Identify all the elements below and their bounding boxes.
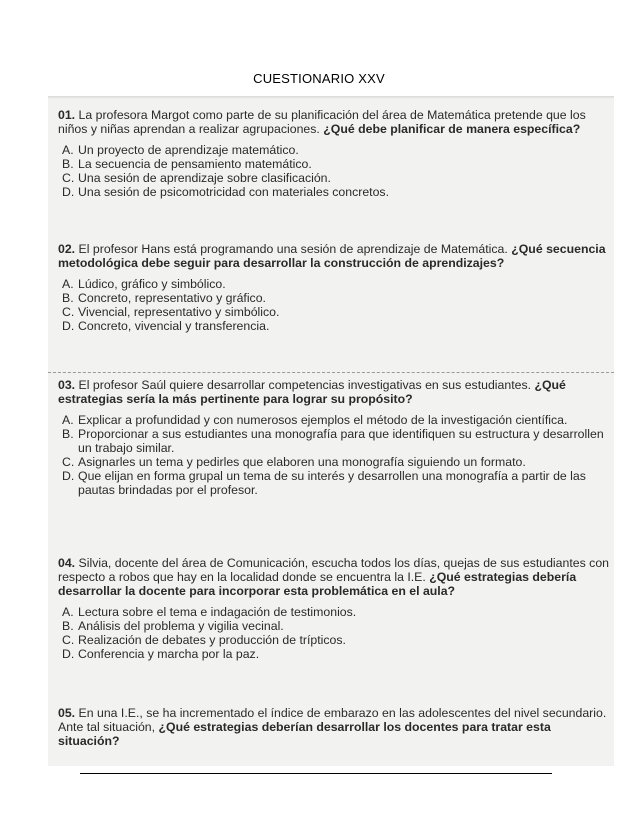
- option-a: A. Lúdico, gráfico y simbólico.: [62, 277, 226, 291]
- options-list: [58, 605, 610, 661]
- question-stem: El profesor Saúl quiere desarrollar competencias investigativas en sus estudiantes.: [78, 378, 532, 392]
- option-b: B. Análisis del problema y vigilia vecinal.: [62, 619, 284, 633]
- question-01: [58, 108, 610, 199]
- option-c: C. Asignarles un tema y pedirles que elaboren una monografía siguiendo un formato.: [62, 455, 526, 469]
- option-d: D. Concreto, vivencial y transferencia.: [62, 319, 270, 333]
- option-c: C. Realización de debates y producción de trípticos.: [62, 633, 346, 647]
- footer-line: [80, 773, 552, 774]
- option-a: A. Lectura sobre el tema e indagación de testimonios.: [62, 605, 357, 619]
- question-prompt: ¿Qué estrategias deberían desarrollar los docentes para tratar esta situación?: [58, 720, 551, 748]
- option-c: C. Vivencial, representativo y simbólico.: [62, 305, 280, 319]
- option-d: D. Una sesión de psicomotricidad con materiales concretos.: [62, 185, 389, 199]
- question-prompt: ¿Qué estrategias debería desarrollar la docente para incorporar esta problemática en el aula?: [58, 570, 577, 598]
- options-list: [58, 143, 610, 199]
- option-d: D. Que elijan en forma grupal un tema de su interés y desarrollen una monografía a partir de las pautas brindadas por el profesor.: [62, 469, 586, 497]
- option-a: A. Un proyecto de aprendizaje matemático.: [62, 143, 299, 157]
- question-prompt: ¿Qué secuencia metodológica debe seguir para desarrollar la construcción de aprendizajes?: [58, 242, 606, 270]
- question-number: 02.: [58, 242, 76, 256]
- question-04: [58, 556, 610, 661]
- option-a: A. Explicar a profundidad y con numerosos ejemplos el método de la investigación científica.: [62, 413, 568, 427]
- question-number: 01.: [58, 108, 76, 122]
- question-stem: La profesora Margot como parte de su planificación del área de Matemática pretende que los niños y niñas aprendan a realizar agrupaciones.: [58, 108, 586, 136]
- option-b: B. Concreto, representativo y gráfico.: [62, 291, 266, 305]
- question-05: [58, 706, 610, 748]
- question-number: 04.: [58, 556, 76, 570]
- question-stem: En una I.E., se ha incrementado el índice de embarazo en las adolescentes del nivel secundario. Ante tal situación,: [58, 706, 607, 734]
- option-d: D. Conferencia y marcha por la paz.: [62, 647, 260, 661]
- question-stem: Silvia, docente del área de Comunicación, escucha todos los días, quejas de sus estudiantes con respecto a robos que hay en la localidad donde se encuentra la I.E.: [58, 556, 609, 584]
- section-divider: [48, 372, 614, 373]
- question-number: 03.: [58, 378, 76, 392]
- question-number: 05.: [58, 706, 76, 720]
- question-prompt: ¿Qué estrategias sería la más pertinente para lograr su propósito?: [58, 378, 566, 406]
- question-stem: El profesor Hans está programando una sesión de aprendizaje de Matemática.: [78, 242, 508, 256]
- option-b: B. Proporcionar a sus estudiantes una monografía para que identifiquen su estructura y desarrollen un trabajo similar.: [62, 427, 604, 455]
- question-03: [58, 378, 610, 497]
- options-list: [58, 413, 610, 497]
- options-list: [58, 277, 610, 333]
- option-b: B. La secuencia de pensamiento matemático.: [62, 157, 312, 171]
- scanned-questionnaire: [48, 96, 614, 766]
- question-prompt: ¿Qué debe planificar de manera específica?: [323, 122, 581, 136]
- question-02: [58, 242, 610, 333]
- option-c: C. Una sesión de aprendizaje sobre clasificación.: [62, 171, 331, 185]
- page-title: CUESTIONARIO XXV: [253, 71, 385, 86]
